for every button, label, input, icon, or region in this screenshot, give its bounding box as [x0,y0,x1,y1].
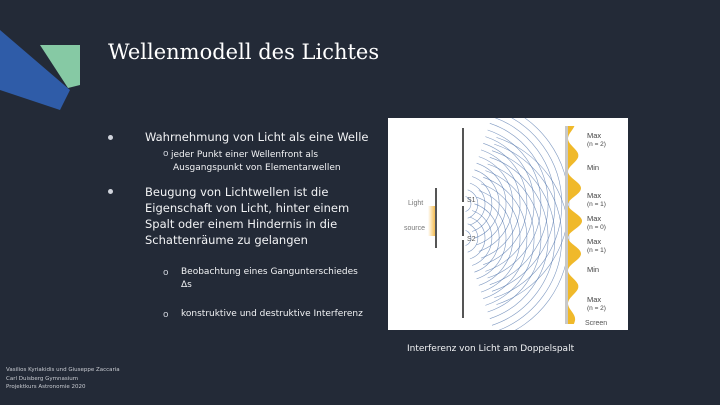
corner-decoration [0,0,90,110]
sub-bullet-marker: o [163,310,169,320]
fringe-order-label: (n = 2) [587,305,606,312]
sub-bullet-marker: o [163,268,169,278]
interference-pattern [568,126,582,324]
slit-1-gap [462,202,464,206]
sub-bullet-text: Beobachtung eines Gangunterschiedes Δs [181,267,358,290]
footer-line: Carl Duisberg Gymnasium [6,375,79,382]
fringe-label: Max [587,131,602,140]
footer-line: Projektkurs Astronomie 2020 [6,384,86,390]
fringe-label: Max [587,191,602,200]
double-slit-wall [462,128,464,318]
fringe-order-label: (n = 0) [587,224,606,231]
double-slit-figure [388,118,628,330]
source-slit-wall [435,188,437,248]
fringe-order-label: (n = 1) [587,247,606,254]
slide-title: Wellenmodell des Lichtes [108,40,380,64]
fringe-label: Max [587,214,602,223]
wavefront-arc [479,157,513,252]
sub-bullet-marker: o [163,149,169,159]
bullet-text: Wahrnehmung von Licht als eine Welle [145,130,369,144]
fringe-label: Min [587,265,600,274]
bullet-marker [108,135,113,140]
slit-1-label: S1 [467,197,476,204]
slit-2-gap [462,236,464,240]
bullet-marker [108,189,113,194]
wavefront-arc [479,191,513,286]
fringe-label: Min [587,163,600,172]
wavefronts [466,118,569,330]
figure-caption: Interferenz von Licht am Doppelspalt [407,344,575,354]
fringe-order-label: (n = 1) [587,201,606,208]
light-beam [428,206,436,236]
fringe-labels [587,131,606,312]
bullet-text: Beugung von Lichtwellen ist die Eigenschaft von Licht, hinter einem Spalt oder einem Hindernis in die Schattenräume zu gelangen [145,185,350,247]
footer-line: Vasilios Kyriakidis und Giuseppe Zaccaria [6,367,120,373]
wavefront-arc [496,137,569,330]
sub-bullet-text: konstruktive und destruktive Interferenz [181,309,363,319]
fringe-label: Max [587,295,602,304]
intensity-profile [568,126,582,324]
fringe-order-label: (n = 2) [587,141,606,148]
fringe-label: Max [587,237,602,246]
wavefront-arc [494,118,562,298]
wavefront-arc [492,151,555,326]
footer-credits [6,366,120,392]
light-label: Light [408,200,424,207]
screen-label: Screen [585,320,608,327]
source-label: source [404,225,426,232]
wavefront-arc [468,190,478,218]
slit-2-label: S2 [467,236,476,243]
screen [565,126,568,324]
wavefront-arc [470,183,485,225]
sub-bullet-text: jeder Punkt einer Wellenfront als Ausgangspunkt von Elementarwellen [171,150,341,173]
